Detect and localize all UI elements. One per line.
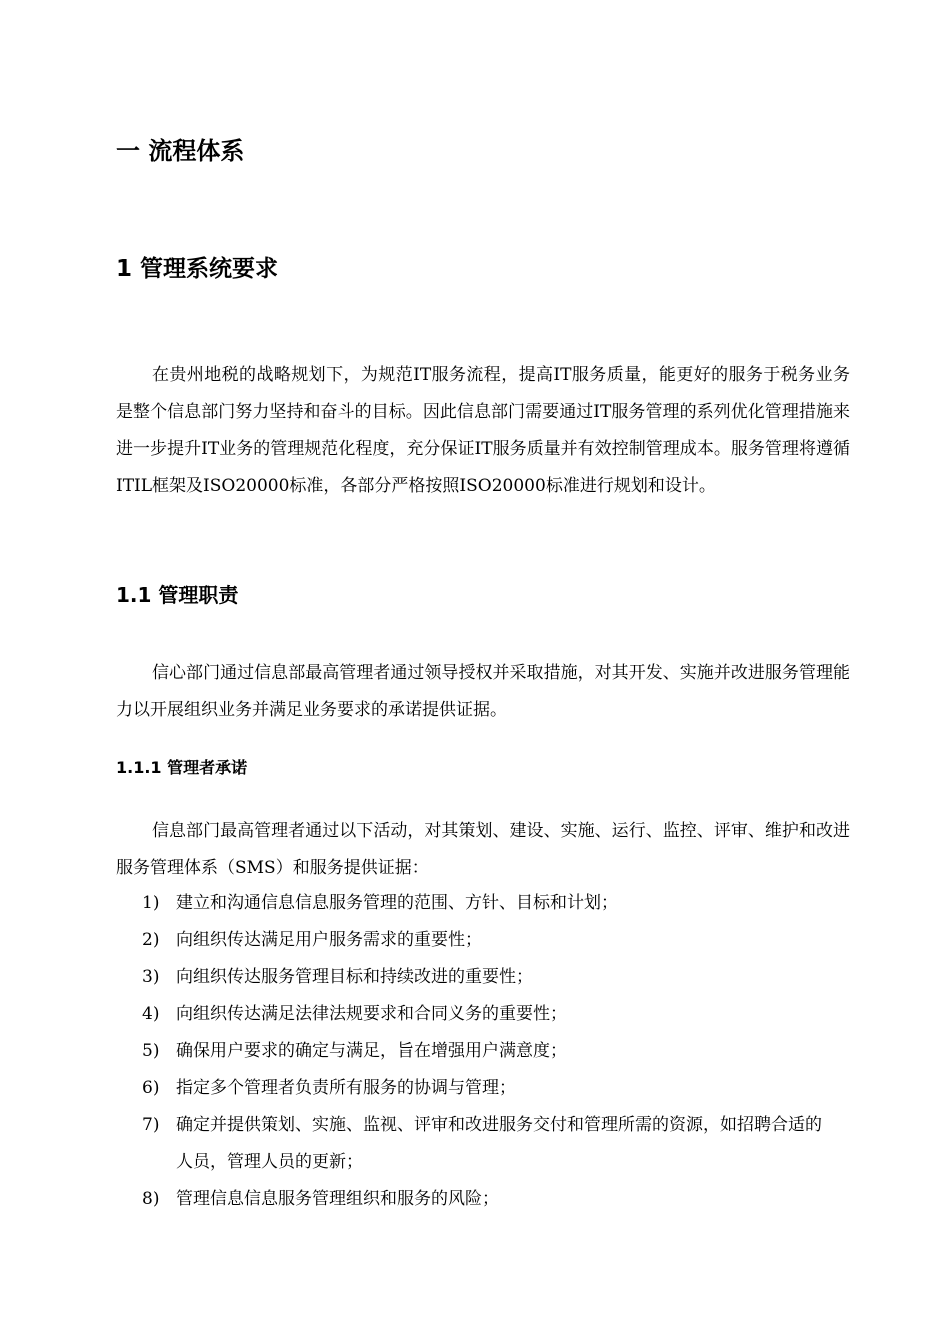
list-item-number: 8) xyxy=(142,1189,160,1209)
list-item-number: 4) xyxy=(142,1004,160,1024)
list-item-text: 向组织传达服务管理目标和持续改进的重要性； xyxy=(176,967,533,987)
list-item-number: 7) xyxy=(142,1115,160,1135)
list-item xyxy=(116,1033,836,1070)
list-item-text: 管理信息信息服务管理组织和服务的风险； xyxy=(176,1189,499,1209)
list-item-text: 建立和沟通信息信息服务管理的范围、方针、目标和计划； xyxy=(176,893,618,913)
list-item-number: 1) xyxy=(142,893,160,913)
list-item-text: 指定多个管理者负责所有服务的协调与管理； xyxy=(176,1078,516,1098)
list-item xyxy=(116,959,836,996)
list-item xyxy=(116,1181,836,1218)
responsibility-paragraph: 信心部门通过信息部最高管理者通过领导授权并采取措施，对其开发、实施并改进服务管理能力以开展组织业务并满足业务要求的承诺提供证据。 xyxy=(116,663,850,720)
list-item-text: 向组织传达满足用户服务需求的重要性； xyxy=(176,930,482,950)
list-item-text: 确定并提供策划、实施、监视、评审和改进服务交付和管理所需的资源，如招聘合适的人员，管理人员的更新； xyxy=(176,1115,822,1172)
list-item xyxy=(116,996,836,1033)
list-item-number: 5) xyxy=(142,1041,160,1061)
heading-management-system-requirements: 1 管理系统要求 xyxy=(116,256,279,282)
list-item xyxy=(116,885,836,922)
list-item-text: 向组织传达满足法律法规要求和合同义务的重要性； xyxy=(176,1004,567,1024)
list-item-text: 确保用户要求的确定与满足，旨在增强用户满意度； xyxy=(176,1041,567,1061)
heading-management-commitment: 1.1.1 管理者承诺 xyxy=(116,758,248,777)
commitment-list xyxy=(116,885,850,1218)
heading-management-responsibility: 1.1 管理职责 xyxy=(116,583,239,607)
list-item-number: 6) xyxy=(142,1078,160,1098)
list-item xyxy=(116,922,836,959)
list-item-number: 2) xyxy=(142,930,160,950)
intro-paragraph: 在贵州地税的战略规划下，为规范IT服务流程，提高IT服务质量，能更好的服务于税务业务是整个信息部门努力坚持和奋斗的目标。因此信息部门需要通过IT服务管理的系列优化管理措施来进一步提升IT业务的管理规范化程度，充分保证IT服务质量并有效控制管理成本。服务管理将遵循ITIL框架及ISO20000标准，各部分严格按照ISO20000标准进行规划和设计。 xyxy=(116,365,850,496)
list-item xyxy=(116,1070,836,1107)
list-item-number: 3) xyxy=(142,967,160,987)
list-item xyxy=(116,1107,836,1181)
commitment-paragraph: 信息部门最高管理者通过以下活动，对其策划、建设、实施、运行、监控、评审、维护和改进服务管理体系（SMS）和服务提供证据： xyxy=(116,821,850,878)
heading-process-system: 一 流程体系 xyxy=(116,137,245,165)
